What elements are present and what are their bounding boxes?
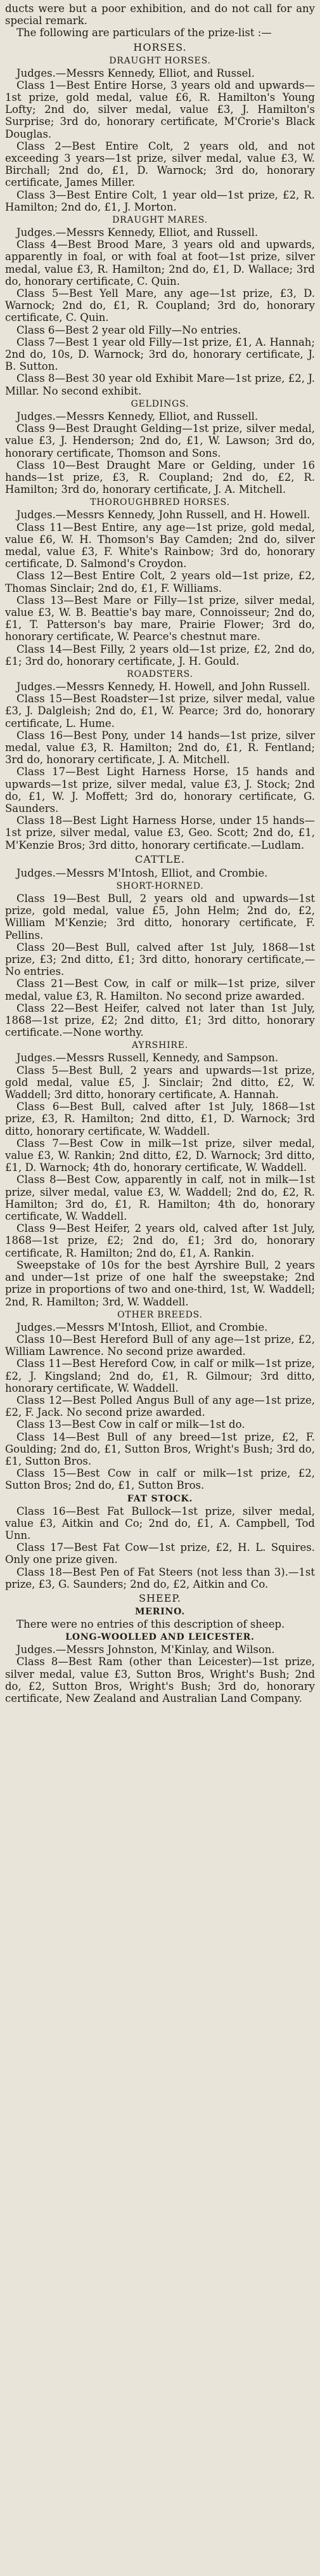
paragraph: Class 5—Best Yell Mare, any age—1st prize, £3, D. Warnock; 2nd do, £1, R. Coupland; 3rd do, honorary certificate, C. Quin. (5, 287, 315, 324)
subsection-heading: OTHER BREEDS. (117, 1309, 203, 1320)
paragraph: Class 10—Best Hereford Bull of any age—1st prize, £2, William Lawrence. No second prize awarded. (5, 1333, 315, 1358)
paragraph: Class 5—Best Bull, 2 years and upwards—1st prize, gold medal, value £5, J. Sinclair; 2nd ditto, £2, W. Waddell; 3rd ditto, honorary certificate, A. Hannah. (5, 1064, 315, 1101)
subsection-heading: SHORT-HORNED. (116, 881, 204, 891)
paragraph: Class 18—Best Light Harness Horse, under 15 hands—1st prize, silver medal, value £3, Geo. Scott; 2nd do, £1, M'Kenzie Bros; 3rd ditto, honorary certificate.—Ludlam. (5, 814, 315, 851)
paragraph: Judges.—Messrs M'Intosh, Elliot, and Crombie. (16, 1321, 268, 1333)
paragraph: Judges.—Messrs Kennedy, John Russell, and H. Howell. (16, 509, 310, 521)
paragraph: Judges.—Messrs Johnston, M'Kinlay, and Wilson. (16, 1644, 275, 1656)
paragraph: Class 13—Best Mare or Filly—1st prize, silver medal, value £3, W. B. Beattie's bay mare, Connoisseur; 2nd do, £1, T. Patterson's bay mare, Prairie Flower; 3rd do, honorary certificate, W. Pearce's chestnut mare. (5, 594, 315, 643)
paragraph: Class 7—Best Cow in milk—1st prize, silver medal, value £3, W. Rankin; 2nd ditto, £2, D. Warnock; 3rd ditto, £1, D. Warnock; 4th do, honorary certificate, W. Waddell. (5, 1137, 315, 1174)
paragraph: Judges.—Messrs Kennedy, Elliot, and Russell. (16, 410, 259, 422)
paragraph: Class 13—Best Cow in calf or milk—1st do. (16, 1418, 245, 1431)
section-heading: CATTLE. (135, 853, 185, 865)
paragraph: Judges.—Messrs Kennedy, H. Howell, and John Russell. (16, 680, 310, 693)
paragraph: Class 12—Best Entire Colt, 2 years old—1st prize, £2, Thomas Sinclair; 2nd do, £1, F. Williams. (5, 570, 315, 594)
intro-text: ducts were but a poor exhibition, and do not call for any special remark. (5, 3, 315, 27)
paragraph: Class 15—Best Cow in calf or milk—1st prize, £2, Sutton Bros; 2nd do, £1, Sutton Bros. (5, 1467, 315, 1492)
subsection-heading: DRAUGHT MARES. (112, 215, 208, 226)
paragraph: Class 14—Best Filly, 2 years old—1st prize, £2, 2nd do, £1; 3rd do, honorary certificate, J. H. Gould. (5, 643, 315, 667)
paragraph: Class 12—Best Polled Angus Bull of any age—1st prize, £2, F. Jack. No second prize awarded. (5, 1394, 315, 1419)
paragraph: Class 6—Best 2 year old Filly—No entries. (16, 324, 241, 336)
paragraph: Class 18—Best Pen of Fat Steers (not less than 3).—1st prize, £3, G. Saunders; 2nd do, £2, Aitkin and Co. (5, 1566, 315, 1590)
paragraph: Class 8—Best Cow, apparently in calf, not in milk—1st prize, silver medal, value £3, W. Waddell; 2nd do, £2, R. Hamilton; 3rd do, £1, R. Hamilton; 4th do, honorary certificate, W. Waddell. (5, 1174, 315, 1223)
paragraph: Class 1—Best Entire Horse, 3 years old and upwards—1st prize, gold medal, value £6, R. Hamilton's Young Lofty; 2nd do, silver medal, value £3, J. Hamilton's Surprise; 3rd do, honorary certificate, M'Crorie's Black Douglas. (5, 79, 315, 140)
section-heading: SHEEP. (139, 1592, 181, 1604)
subsection-heading: ROADSTERS. (127, 669, 193, 679)
section-heading: HORSES. (133, 41, 187, 53)
paragraph: Class 16—Best Fat Bullock—1st prize, silver medal, value £3, Aitkin and Co; 2nd do, £1, A. Campbell, Tod Unn. (5, 1505, 315, 1541)
paragraph: Class 4—Best Brood Mare, 3 years old and upwards, apparently in foal, or with foal at foot—1st prize, silver medal, value £3, R. Hamilton; 2nd do, £1, D. Wallace; 3rd do, honorary certificate, C. Quin. (5, 239, 315, 287)
paragraph: Class 15—Best Roadster—1st prize, silver medal, value £3, J. Dalgleish; 2nd do, £1, W. Pearce; 3rd do, honorary certificate, L. Hume. (5, 693, 315, 729)
paragraph: Class 17—Best Fat Cow—1st prize, £2, H. L. Squires. Only one prize given. (5, 1541, 315, 1566)
paragraph: There were no entries of this description of sheep. (16, 1618, 285, 1630)
subsection-heading: LONG-WOOLLED AND LEICESTER. (65, 1632, 255, 1643)
paragraph: Sweepstake of 10s for the best Ayrshire Bull, 2 years and under—1st prize of one half the sweepstake; 2nd prize in proportions of two and one-third, 1st, W. Waddell; 2nd, R. Hamilton; 3rd, W. Waddell. (5, 1259, 315, 1308)
subsection-heading: THOROUGHBRED HORSES. (90, 497, 230, 508)
subsection-heading: DRAUGHT HORSES. (109, 55, 211, 66)
paragraph: Class 6—Best Bull, calved after 1st July, 1868—1st prize, £3, R. Hamilton; 2nd ditto, £1, D. Warnock; 3rd ditto, honorary certificate, W. Waddell. (5, 1101, 315, 1137)
paragraph: Class 16—Best Pony, under 14 hands—1st prize, silver medal, value £3, R. Hamilton; 2nd do, £1, R. Fentland; 3rd do, honorary certificate, J. A. Mitchell. (5, 729, 315, 766)
paragraph: Class 19—Best Bull, 2 years old and upwards—1st prize, gold medal, value £5, John Helm; 2nd do, £2, William M'Kenzie; 3rd ditto, honorary certificate, F. Pellins. (5, 892, 315, 941)
paragraph: Class 9—Best Draught Gelding—1st prize, silver medal, value £3, J. Henderson; 2nd do, £1, W. Lawson; 3rd do, honorary certificate, Thomson and Sons. (5, 422, 315, 459)
paragraph: Class 11—Best Entire, any age—1st prize, gold medal, value £6, W. H. Thomson's Bay Camden; 2nd do, silver medal, value £3, F. White's Rainbow; 3rd do, honorary certificate, D. Salmond's Croydon. (5, 521, 315, 570)
paragraph: Class 7—Best 1 year old Filly—1st prize, £1, A. Hannah; 2nd do, 10s, D. Warnock; 3rd do, honorary certificate, J. B. Sutton. (5, 336, 315, 373)
paragraph: Judges.—Messrs M'Intosh, Elliot, and Crombie. (16, 866, 268, 879)
paragraph: Judges.—Messrs Russell, Kennedy, and Sampson. (16, 1052, 279, 1064)
subsection-heading: GELDINGS. (131, 398, 189, 409)
paragraph: Class 14—Best Bull of any breed—1st prize, £2, F. Goulding; 2nd do, £1, Sutton Bros, Wright's Bush; 3rd do, £1, Sutton Bros. (5, 1430, 315, 1467)
paragraph: Judges.—Messrs Kennedy, Elliot, and Russel. (16, 67, 255, 79)
paragraph: Class 8—Best Ram (other than Leicester)—1st prize, silver medal, value £3, Sutton Bros, Wright's Bush; 2nd do, £2, Sutton Bros, Wright's Bush; 3rd do, honorary certificate, New Zealand and Australian Land Company. (5, 1656, 315, 1704)
subsection-heading: FAT STOCK. (127, 1493, 193, 1504)
paragraph: Class 11—Best Hereford Cow, in calf or milk—1st prize, £2, J. Kingsland; 2nd do, £1, R. Gilmour; 3rd ditto, honorary certificate, W. Waddell. (5, 1357, 315, 1394)
paragraph: Class 2—Best Entire Colt, 2 years old, and not exceeding 3 years—1st prize, silver medal, value £3, W. Birchall; 2nd do, £1, D. Warnock; 3rd do, honorary certificate, James Miller. (5, 140, 315, 189)
paragraph: Class 8—Best 30 year old Exhibit Mare—1st prize, £2, J. Millar. No second exhibit. (5, 372, 315, 397)
paragraph: Judges.—Messrs Kennedy, Elliot, and Russell. (16, 226, 259, 239)
paragraph: Class 20—Best Bull, calved after 1st July, 1868—1st prize, £3; 2nd ditto, £1; 3rd ditto, honorary certificate,—No entries. (5, 941, 315, 978)
paragraph: Class 21—Best Cow, in calf or milk—1st prize, silver medal, value £3, R. Hamilton. No second prize awarded. (5, 977, 315, 1002)
paragraph: Class 10—Best Draught Mare or Gelding, under 16 hands—1st prize, £3, R. Coupland; 2nd do, £2, R. Hamilton; 3rd do, honorary certificate, J. A. Mitchell. (5, 459, 315, 496)
intro-text: The following are particulars of the prize-list :— (16, 27, 272, 39)
paragraph: Class 9—Best Heifer, 2 years old, calved after 1st July, 1868—1st prize, £2; 2nd do, £1; 3rd do, honorary certificate, R. Hamilton; 2nd do, £1, A. Rankin. (5, 1222, 315, 1259)
subsection-heading: AYRSHIRE. (131, 1040, 189, 1051)
paragraph: Class 22—Best Heifer, calved not later than 1st July, 1868—1st prize, £2; 2nd ditto, £1; 3rd ditto, honorary certificate.—None worthy. (5, 1002, 315, 1039)
subsection-heading: MERINO. (135, 1606, 185, 1617)
paragraph: Class 17—Best Light Harness Horse, 15 hands and upwards—1st prize, silver medal, value £3, J. Stock; 2nd do, £1, W. J. Moffett; 3rd do, honorary certificate, G. Saunders. (5, 766, 315, 814)
paragraph: Class 3—Best Entire Colt, 1 year old—1st prize, £2, R. Hamilton; 2nd do, £1, J. Morton. (5, 188, 315, 213)
